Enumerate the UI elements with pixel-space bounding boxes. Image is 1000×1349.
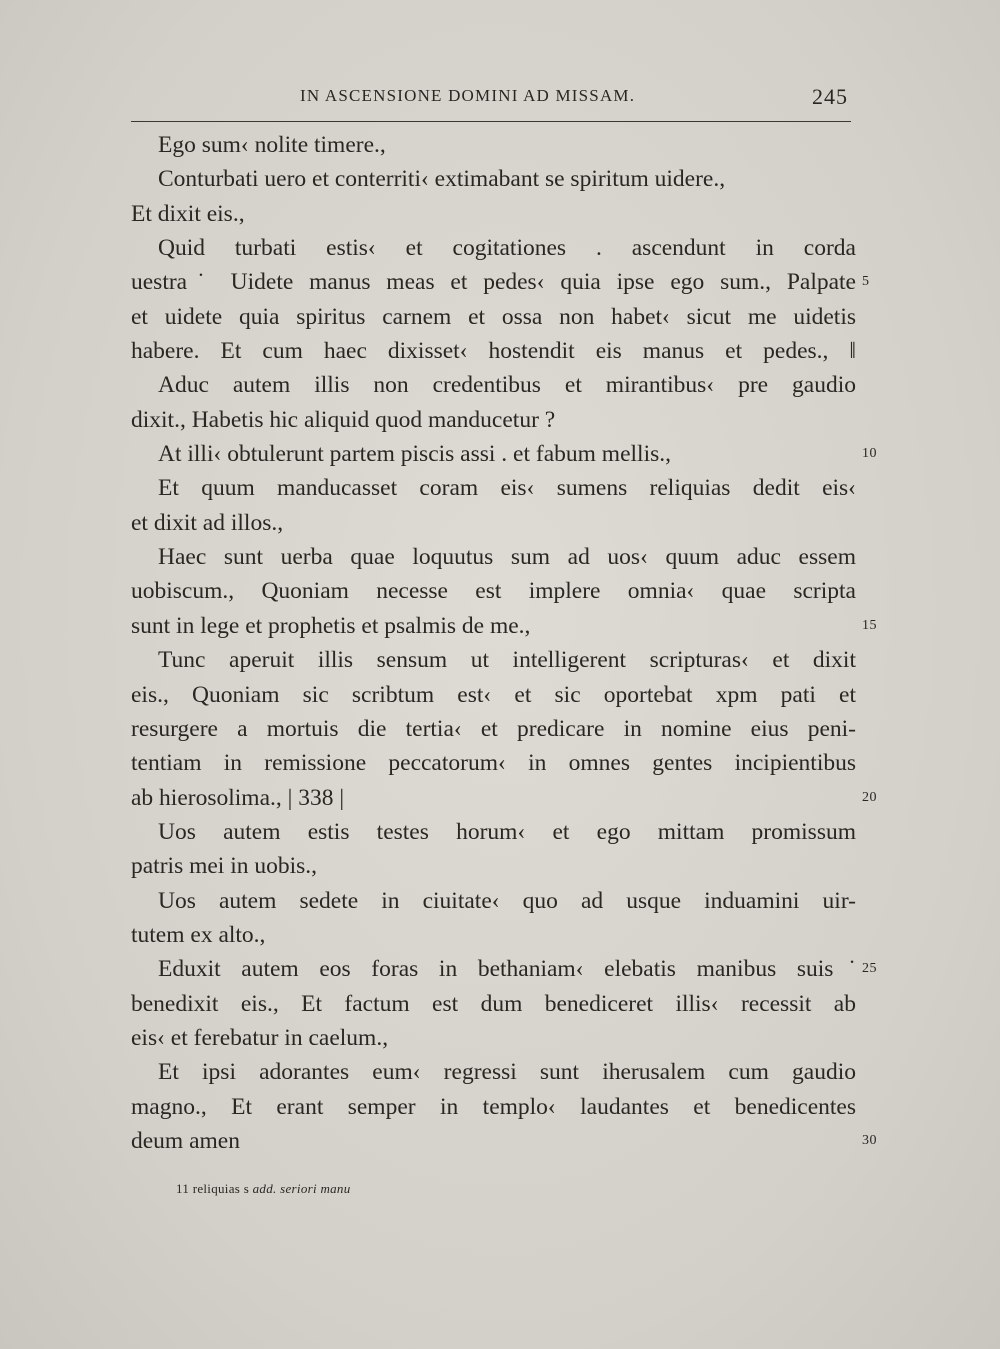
text-line: deum amen (131, 1127, 240, 1154)
footnote-number: 11 (176, 1181, 190, 1196)
text-line: et dixit ad illos., (131, 509, 284, 536)
text-line: Aduc autem illis non credentibus et mirantibus‹ pre gaudio (158, 372, 856, 399)
line-number: 5 (862, 274, 870, 290)
text-line: resurgere a mortuis die tertia‹ et predicare in nomine eius peni- (131, 715, 856, 742)
line-number: 25 (862, 961, 877, 977)
text-line: Conturbati uero et conterriti‹ extimabant se spiritum uidere., (158, 166, 726, 193)
text-line: et uidete quia spiritus carnem et ossa non habet‹ sicut me uidetis (131, 303, 856, 330)
line-number: 15 (862, 617, 877, 633)
line-number: 20 (862, 789, 877, 805)
text-line: Uos autem sedete in ciuitate‹ quo ad usque induamini uir- (158, 887, 856, 914)
text-line: Et ipsi adorantes eum‹ regressi sunt iherusalem cum gaudio (158, 1059, 856, 1086)
text-line: sunt in lege et prophetis et psalmis de me., (131, 612, 531, 639)
text-line: Et dixit eis., (131, 200, 245, 227)
header-rule (131, 121, 851, 122)
line-number: 30 (862, 1133, 877, 1149)
text-line: uestra˙ Uidete manus meas et pedes‹ quia ipse ego sum., Palpate (131, 269, 856, 296)
text-line: Quid turbati estis‹ et cogitationes . ascendunt in corda (158, 235, 856, 262)
text-line: eis., Quoniam sic scribtum est‹ et sic oportebat xpm pati et (131, 681, 856, 708)
text-line: Et quum manducasset coram eis‹ sumens reliquias dedit eis‹ (158, 475, 856, 502)
text-line: Uos autem estis testes horum‹ et ego mittam promissum (158, 818, 856, 845)
text-line: magno., Et erant semper in templo‹ laudantes et benedicentes (131, 1093, 856, 1120)
text-line: benedixit eis., Et factum est dum benediceret illis‹ recessit ab (131, 990, 856, 1017)
text-line: Haec sunt uerba quae loquutus sum ad uos‹ quum aduc essem (158, 544, 856, 571)
text-line: dixit., Habetis hic aliquid quod manducetur ? (131, 406, 556, 433)
text-line: eis‹ et ferebatur in caelum., (131, 1024, 389, 1051)
main-text (131, 128, 856, 1158)
footnote-note: add. seriori manu (252, 1181, 351, 1196)
text-line: patris mei in uobis., (131, 853, 318, 880)
text-line: Ego sum‹ nolite timere., (158, 132, 386, 158)
page-number: 245 (812, 84, 848, 109)
line-number: 10 (862, 446, 877, 462)
text-line: Eduxit autem eos foras in bethaniam‹ elebatis manibus suis˙ (158, 956, 856, 983)
running-title: IN ASCENSIONE DOMINI AD MISSAM. (300, 86, 636, 105)
text-line: uobiscum., Quoniam necesse est implere omnia‹ quae scripta (131, 578, 856, 605)
text-line: habere. Et cum haec dixisset‹ hostendit eis manus et pedes., ‖ (131, 338, 856, 365)
footnote (176, 1181, 351, 1197)
text-line: Tunc aperuit illis sensum ut intelligerent scripturas‹ et dixit (158, 647, 856, 674)
text-line: At illi‹ obtulerunt partem piscis assi . et fabum mellis., (158, 441, 671, 468)
text-line: ab hierosolima., | 338 | (131, 784, 345, 811)
footnote-lemma: reliquias s (192, 1181, 250, 1196)
text-line: tentiam in remissione peccatorum‹ in omnes gentes incipientibus (131, 750, 856, 777)
text-line: tutem ex alto., (131, 921, 266, 948)
